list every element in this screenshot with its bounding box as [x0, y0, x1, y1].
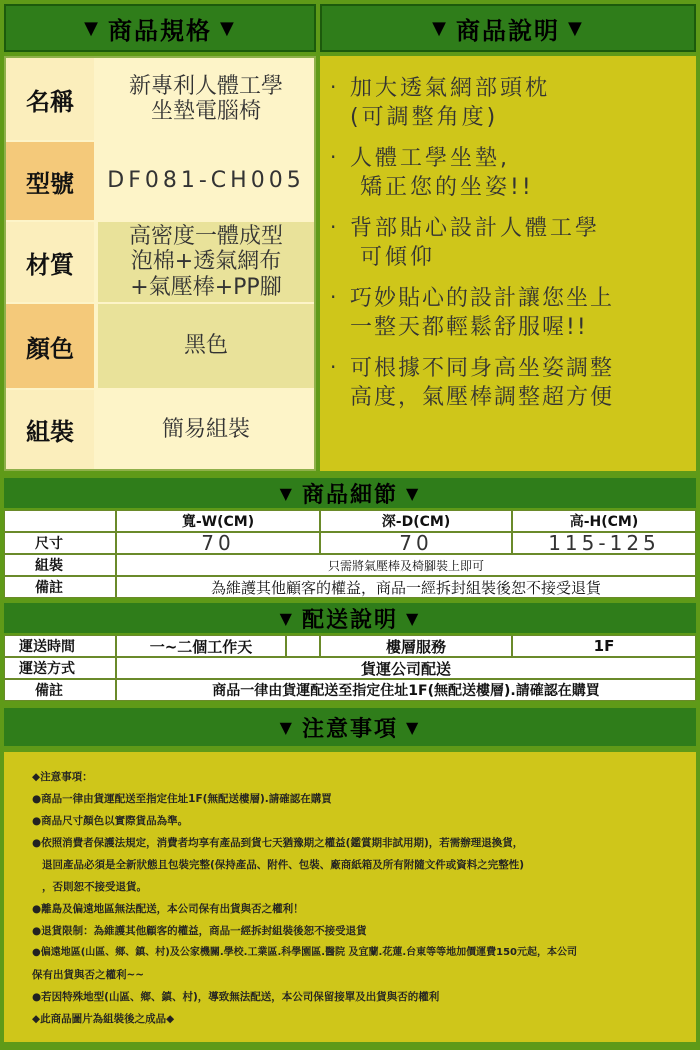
row-label: 備註 [4, 679, 116, 701]
description-line: 高度，氣壓棒調整超方便 [350, 385, 615, 411]
row-label: 組裝 [4, 554, 116, 576]
delivery-header-title: 配送說明 [301, 607, 398, 633]
triangle-down-icon: ▼ [279, 608, 294, 628]
description-header [320, 4, 696, 52]
floor-service-value: 1F [512, 635, 696, 657]
spec-row-color [6, 304, 314, 388]
column-header: 深-D(CM) [320, 510, 512, 532]
spec-row-assembly [6, 390, 314, 469]
spec-value [98, 222, 314, 302]
spec-row-model [6, 142, 314, 220]
spec-value-line: 黑色 [183, 333, 228, 359]
description-item [330, 214, 682, 272]
column-header: 寬-W(CM) [116, 510, 320, 532]
spec-label: 材質 [6, 222, 94, 302]
spec-table [4, 56, 316, 471]
notice-line: ●若因特殊地型(山區、鄉、鎮、村)，導致無法配送，本公司保留接單及出貨與否的權利 [32, 991, 440, 1003]
description-line: 可傾仰 [360, 245, 436, 271]
table-row [4, 635, 696, 657]
table-row [4, 510, 696, 532]
bullet-icon: · [330, 75, 340, 99]
triangle-down-icon: ▼ [568, 17, 584, 39]
description-line: 背部貼心設計人體工學 [350, 216, 601, 242]
notice-line: ●商品一律由貨運配送至指定住址1F(無配送樓層).請確認在購買 [32, 793, 332, 805]
notice-line: ◆注意事項： [32, 771, 93, 783]
spec-value-line: 新專利人體工學 [128, 73, 283, 99]
table-row [4, 554, 696, 576]
description-item [330, 354, 682, 412]
notice-line: ◆此商品圖片為組裝後之成品◆ [32, 1013, 175, 1025]
description-line: 可根據不同身高坐姿調整 [350, 356, 615, 382]
size-depth: 70 [320, 532, 512, 554]
delivery-time-value: 一~二個工作天 [116, 635, 286, 657]
description-line: 加大透氣網部頭枕 [350, 76, 551, 101]
triangle-down-icon: ▼ [406, 608, 421, 628]
triangle-down-icon: ▼ [279, 717, 294, 737]
delivery-method-value: 貨運公司配送 [116, 657, 696, 679]
delivery-header [4, 603, 696, 633]
notice-line: ●離島及偏遠地區無法配送，本公司保有出貨與否之權利！ [32, 903, 304, 915]
delivery-remark-value: 商品一律由貨運配送至指定住址1F(無配送樓層).請確認在購買 [116, 679, 696, 701]
row-label: 運送方式 [4, 657, 116, 679]
floor-service-label: 樓層服務 [320, 635, 512, 657]
spec-value-line: 簡易組裝 [161, 416, 250, 442]
table-row [4, 679, 696, 701]
spec-value-line: +氣壓棒+PP腳 [130, 274, 282, 300]
bullet-icon: · [330, 285, 340, 310]
description-item [330, 284, 682, 342]
delivery-table [4, 635, 696, 703]
description-item [330, 74, 682, 132]
notice-line: ●依照消費者保護法規定，消費者均享有產品到貨七天猶豫期之權益(鑑賞期非試用期)，若需辦理退換貨， [32, 837, 524, 849]
notice-header [4, 708, 696, 746]
details-header-title: 商品細節 [301, 482, 398, 508]
row-label: 尺寸 [4, 532, 116, 554]
remark-value: 為維護其他顧客的權益，商品一經拆封組裝後恕不接受退貨 [116, 576, 696, 598]
top-section [0, 0, 700, 475]
description-line: 人體工學坐墊, [350, 146, 510, 172]
spec-value-line: 高密度一體成型 [128, 224, 283, 250]
spec-row-material [6, 222, 314, 302]
spec-value [98, 58, 314, 140]
empty-cell [286, 635, 320, 657]
spec-value-line: DF081-CH005 [107, 168, 305, 194]
triangle-down-icon: ▼ [279, 483, 294, 503]
spec-label: 型號 [6, 142, 94, 220]
description-line: 巧妙貼心的設計讓您坐上 [350, 286, 615, 312]
triangle-down-icon: ▼ [406, 717, 421, 737]
table-row [4, 532, 696, 554]
description-panel [320, 56, 696, 471]
spec-value [98, 390, 314, 469]
triangle-down-icon: ▼ [84, 17, 100, 39]
spec-row-name [6, 58, 314, 140]
notice-line: 保有出貨與否之權利~~ [32, 969, 145, 981]
description-line: (可調整角度) [350, 105, 499, 131]
row-label: 備註 [4, 576, 116, 598]
details-header [4, 478, 696, 508]
size-width: 70 [116, 532, 320, 554]
triangle-down-icon: ▼ [432, 17, 448, 39]
triangle-down-icon: ▼ [220, 17, 236, 39]
description-line: 一整天都輕鬆舒服喔!! [350, 315, 588, 341]
row-label: 運送時間 [4, 635, 116, 657]
description-item [330, 144, 682, 202]
details-table [4, 510, 696, 602]
spec-header [4, 4, 316, 52]
notice-line: ，否則恕不接受退貨。 [42, 881, 147, 893]
notice-panel [4, 752, 696, 1042]
bullet-icon: · [330, 145, 340, 170]
spec-value-line: 坐墊電腦椅 [150, 99, 261, 124]
table-row [4, 657, 696, 679]
column-header: 高-H(CM) [512, 510, 696, 532]
empty-cell [4, 510, 116, 532]
notice-line: ●退貨限制：為維護其他顧客的權益，商品一經拆封組裝後恕不接受退貨 [32, 925, 367, 937]
size-height: 115-125 [512, 532, 696, 554]
spec-header-title: 商品規格 [108, 16, 212, 45]
bullet-icon: · [330, 355, 340, 380]
spec-label: 顏色 [6, 304, 94, 388]
assembly-value: 只需將氣壓棒及椅腳裝上即可 [116, 554, 696, 576]
spec-label: 組裝 [6, 390, 94, 469]
bullet-icon: · [330, 215, 340, 240]
notice-header-title: 注意事項 [301, 716, 398, 742]
spec-value-line: 泡棉+透氣網布 [130, 249, 282, 275]
description-line: 矯正您的坐姿!! [360, 175, 534, 201]
notice-line: 退回產品必須是全新狀態且包裝完整(保持產品、附件、包裝、廠商紙箱及所有附隨文件或資料之完整性) [42, 859, 525, 871]
notice-line: ●商品尺寸顏色以實際貨品為準。 [32, 815, 189, 827]
notice-line: ●偏遠地區(山區、鄉、鎮、村)及公家機關.學校.工業區.科學園區.醫院 及宜蘭.花蓮.台東等等地加價運費150元起，本公司 [32, 947, 578, 958]
spec-value [98, 304, 314, 388]
table-row [4, 576, 696, 598]
spec-value [98, 142, 314, 220]
triangle-down-icon: ▼ [406, 483, 421, 503]
spec-label: 名稱 [6, 58, 94, 140]
description-header-title: 商品說明 [456, 16, 560, 45]
